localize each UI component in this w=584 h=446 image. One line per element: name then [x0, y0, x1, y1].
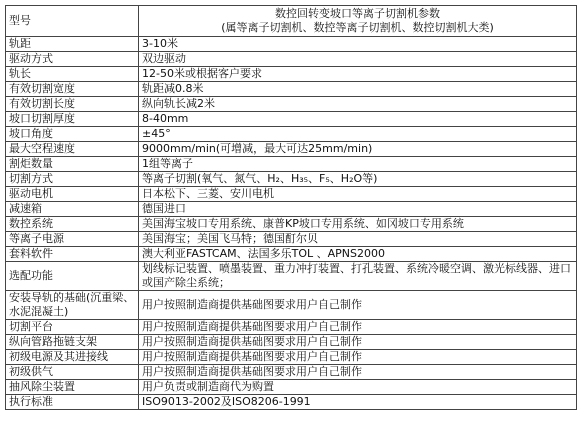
row-value: 划线标记装置、喷墨装置、重力冲打装置、打孔装置、系统冷暖空调、激光标线器、进口或国产除尘系统；	[139, 262, 577, 291]
table-row	[6, 335, 577, 350]
row-label: 减速箱	[6, 202, 139, 217]
title-line-1: 数控回转变坡口等离子切割机参数	[275, 7, 440, 20]
row-value: 等离子切割(氧气、氮气、H₂、H₃₅、F₅、H₂O等)	[139, 172, 577, 187]
table-row	[6, 112, 577, 127]
row-value: 12-50米或根据客户要求	[139, 67, 577, 82]
row-value: 9000mm/min(可增减，最大可达25mm/min)	[139, 142, 577, 157]
row-value: 用户按照制造商提供基础图要求用户自己制作	[139, 335, 577, 350]
row-label: 坡口角度	[6, 127, 139, 142]
table-row	[6, 262, 577, 291]
row-label: 切割方式	[6, 172, 139, 187]
table-row	[6, 82, 577, 97]
spec-table	[5, 5, 577, 410]
table-row	[6, 291, 577, 320]
table-row	[6, 142, 577, 157]
row-label: 割炬数量	[6, 157, 139, 172]
row-label: 最大空程速度	[6, 142, 139, 157]
table-row	[6, 217, 577, 232]
table-row	[6, 380, 577, 395]
row-label: 轨长	[6, 67, 139, 82]
table-row	[6, 350, 577, 365]
table-row	[6, 67, 577, 82]
row-label: 选配功能	[6, 262, 139, 291]
row-value: 日本松下、三菱、安川电机	[139, 187, 577, 202]
row-label: 初级电源及其进接线	[6, 350, 139, 365]
row-value: ISO9013-2002及ISO8206-1991	[139, 395, 577, 410]
row-value: 3-10米	[139, 37, 577, 52]
row-value: 德国进口	[139, 202, 577, 217]
row-value: 用户按照制造商提供基础图要求用户自己制作	[139, 320, 577, 335]
table-row	[6, 247, 577, 262]
table-row	[6, 172, 577, 187]
row-value: 8-40mm	[139, 112, 577, 127]
table-row	[6, 395, 577, 410]
row-value: 纵向轨长减2米	[139, 97, 577, 112]
row-value: ±45°	[139, 127, 577, 142]
row-value: 美国海宝；美国飞马特；德国酊尔贝	[139, 232, 577, 247]
row-label: 有效切割宽度	[6, 82, 139, 97]
spec-sheet	[5, 5, 577, 439]
row-value: 澳大利亚FASTCAM、法国多乐TOL 、APNS2000	[139, 247, 577, 262]
row-label: 数控系统	[6, 217, 139, 232]
table-row	[6, 187, 577, 202]
row-label: 安装导轨的基础(沉重梁、水泥混凝土)	[6, 291, 139, 320]
table-row	[6, 127, 577, 142]
row-value: 用户按照制造商提供基础图要求用户自己制作	[139, 291, 577, 320]
table-row	[6, 202, 577, 217]
row-label: 有效切割长度	[6, 97, 139, 112]
table-row	[6, 37, 577, 52]
row-label: 套料软件	[6, 247, 139, 262]
row-value: 轨距减0.8米	[139, 82, 577, 97]
row-value: 1组等离子	[139, 157, 577, 172]
row-label: 轨距	[6, 37, 139, 52]
table-row	[6, 232, 577, 247]
header-label: 型号	[6, 6, 139, 37]
row-label: 驱动电机	[6, 187, 139, 202]
row-label: 抽风除尘装置	[6, 380, 139, 395]
table-row	[6, 157, 577, 172]
row-value: 美国海宝坡口专用系统、康普KP坡口专用系统、如冈坡口专用系统	[139, 217, 577, 232]
row-value: 用户负责或制造商代为购置	[139, 380, 577, 395]
row-label: 纵向管路拖链支架	[6, 335, 139, 350]
title-line-2: (属等离子切割机、数控等离子切割机、数控切割机大类)	[221, 21, 494, 34]
row-value: 用户按照制造商提供基础图要求用户自己制作	[139, 365, 577, 380]
table-row	[6, 52, 577, 67]
table-row	[6, 97, 577, 112]
row-value: 用户按照制造商提供基础图要求用户自己制作	[139, 350, 577, 365]
header-title	[139, 6, 577, 37]
row-label: 等离子电源	[6, 232, 139, 247]
table-header-row	[6, 6, 577, 37]
row-label: 执行标准	[6, 395, 139, 410]
row-label: 驱动方式	[6, 52, 139, 67]
table-row	[6, 365, 577, 380]
row-label: 坡口切割厚度	[6, 112, 139, 127]
row-value: 双边驱动	[139, 52, 577, 67]
table-row	[6, 320, 577, 335]
row-label: 初级供气	[6, 365, 139, 380]
row-label: 切割平台	[6, 320, 139, 335]
